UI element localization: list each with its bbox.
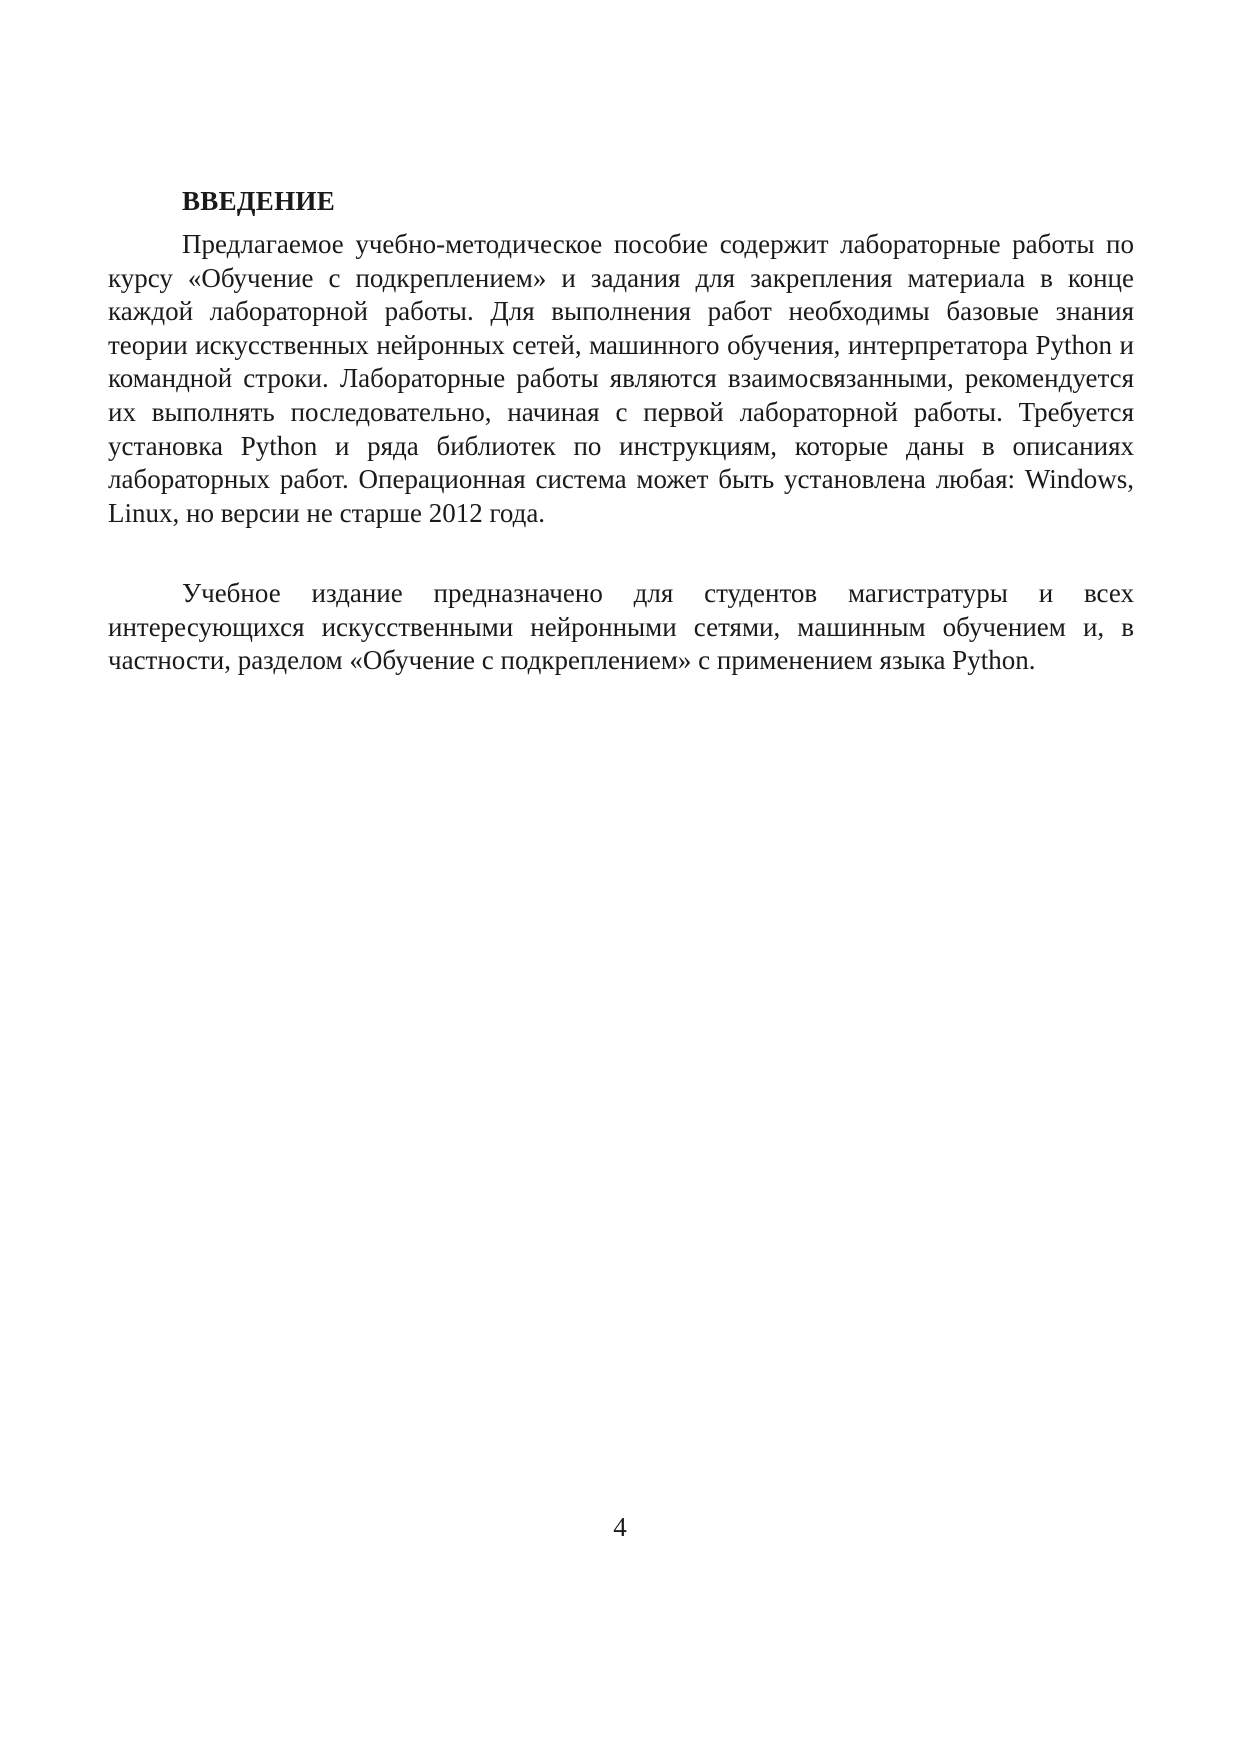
paragraph-intro: Предлагаемое учебно-методическое пособие содержит лабораторные работы по курсу «Обучение с подкреплением» и задания для закрепления материала в конце каждой лабораторной работы. Для выполнения работ необходимы базовые знания теории искусственных нейронных сетей, машинного обучения, интерпретатора Python и командной строки. Лабораторные работы являются взаимосвязанными, рекомендуется их выполнять последовательно, начиная с первой лабораторной работы. Требуется установка Python и ряда библиотек по инструкциям, которые даны в описаниях лабораторных работ. Операционная система может быть установлена любая: Windows, Linux, но версии не старше 2012 года. [108, 229, 1134, 528]
section-heading: ВВЕДЕНИЕ [182, 186, 336, 216]
page-number: 4 [613, 1512, 627, 1542]
paragraph-audience: Учебное издание предназначено для студентов магистратуры и всех интересующихся искусственными нейронными сетями, машинным обучением и, в частности, разделом «Обучение с подкреплением» с применением языка Python. [108, 578, 1134, 676]
